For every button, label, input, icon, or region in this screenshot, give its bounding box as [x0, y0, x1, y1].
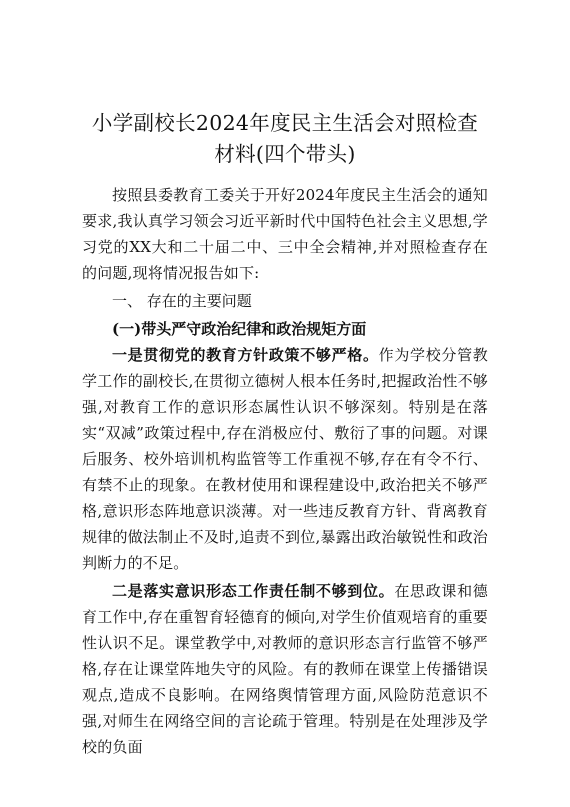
- section-heading-1: 一、 存在的主要问题: [112, 292, 252, 310]
- paragraph-2-body: 在思政课和德育工作中,存在重智育轻德育的倾向,对学生价值观培育的重要性认识不足。课堂教学中,对教师的意识形态言行监管不够严格,存在让课堂阵地失守的风险。有的教师在课堂上传播错误观点,造成不良影响。在网络舆情管理方面,风险防范意识不强,对师生在网络空间的言论疏于管理。特别是在处理涉及学校的负面: [82, 582, 488, 756]
- paragraph-2-lead: 二是落实意识形态工作责任制不够到位。: [112, 582, 395, 600]
- paragraph-1-lead: 一是贯彻党的教育方针政策不够严格。: [112, 346, 379, 364]
- intro-paragraph: 按照县委教育工委关于开好2024年度民主生活会的通知要求,我认真学习领会习近平新时代中国特色社会主义思想,学习党的XX大和二十届二中、三中全会精神,并对照检查存在的问题,现将情况报告如下:: [82, 186, 488, 282]
- paragraph-1: [82, 342, 488, 576]
- paragraph-2: [82, 578, 488, 760]
- document-title: 小学副校长2024年度民主生活会对照检查材料(四个带头): [91, 111, 479, 166]
- subsection-heading-1: (一)带头严守政治纪律和政治规矩方面: [112, 320, 367, 338]
- paragraph-1-body: 作为学校分管教学工作的副校长,在贯彻立德树人根本任务时,把握政治性不够强,对教育工作的意识形态属性认识不够深刻。特别是在落实“双减”政策过程中,存在消极应付、敷衍了事的问题。对课后服务、校外培训机构监管等工作重视不够,存在有令不行、有禁不止的现象。在教材使用和课程建设中,政治把关不够严格,意识形态阵地意识淡薄。对一些违反教育方针、背离教育规律的做法制止不及时,追责不到位,暴露出政治敏锐性和政治判断力的不足。: [82, 346, 488, 572]
